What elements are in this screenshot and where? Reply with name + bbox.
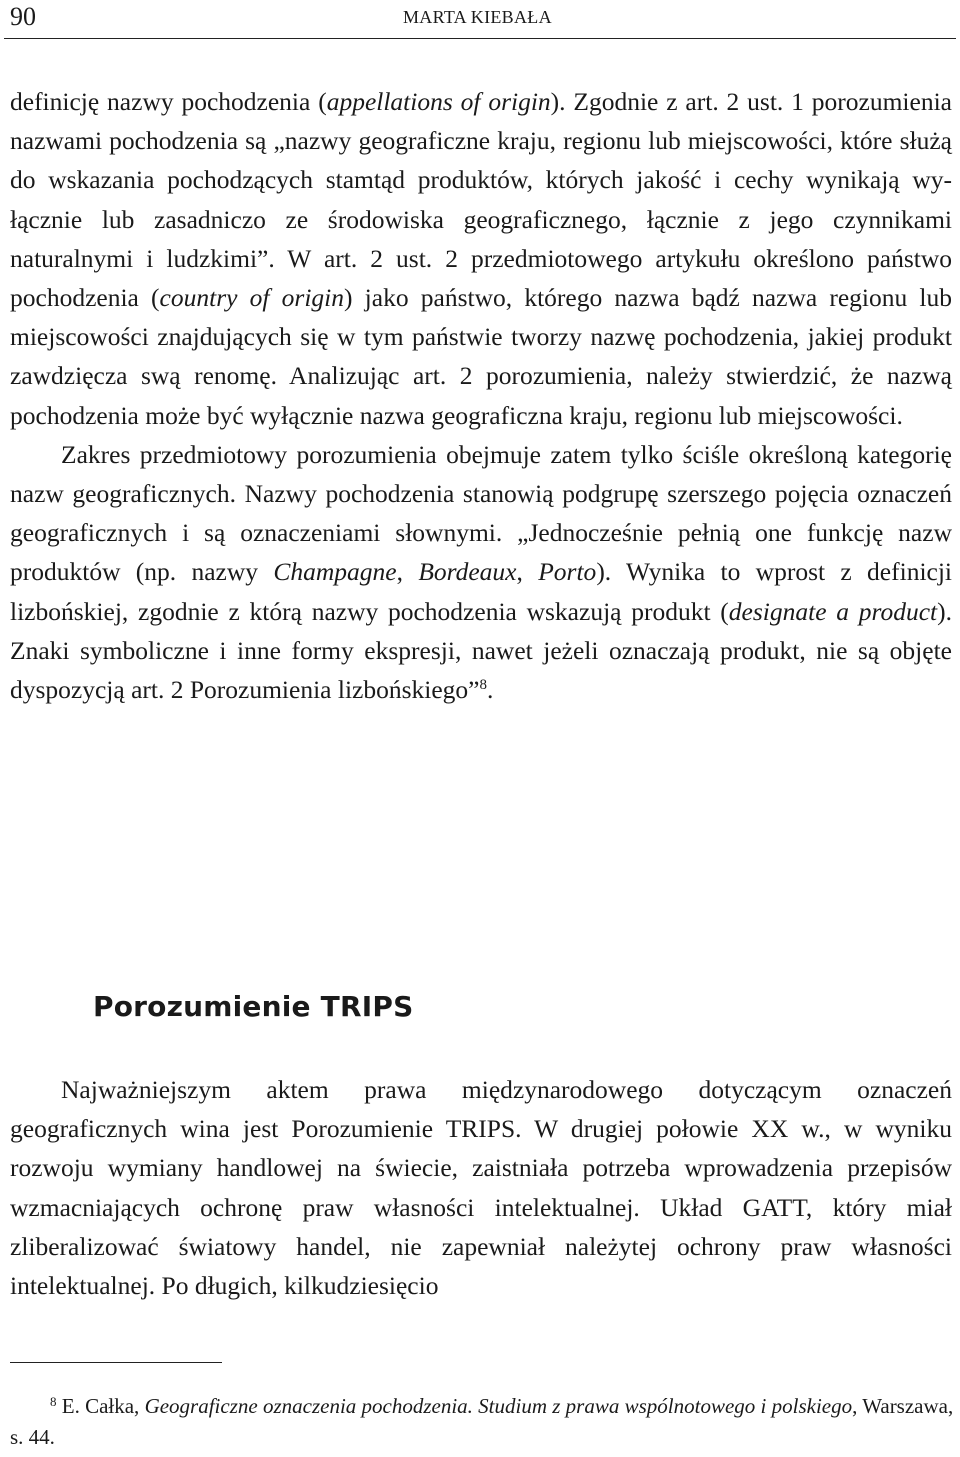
paragraph-2-text-a: Zakres przedmiotowy porozumienia obejmuje zatem tylko ściśle określoną kategorię nazw geograficznych. Nazwy pochodzenia stanowią podgrupę szerszego pojęcia oznaczeń geograficznych i są oznaczeniami słownymi. „Jednocześnie pełnią one funkcję nazw produktów (np. nazwy	[10, 439, 952, 587]
paragraph-1-italic-b: country of origin	[159, 283, 344, 313]
page-header	[0, 0, 960, 40]
paragraph-2-italic-porto: Porto	[538, 557, 597, 587]
header-rule	[4, 38, 956, 39]
running-title: MARTA KIEBAŁA	[403, 7, 552, 27]
footnote-rule	[10, 1362, 222, 1363]
section-text	[10, 1070, 952, 1305]
paragraph-2-text-b: ). Wynika to wprost z definicji lizbońskiej, zgodnie z którą nazwy pochodzenia wskazują produkt (	[10, 557, 953, 626]
paragraph-2-comma-2: ,	[516, 557, 539, 587]
paragraph-2-comma-1: ,	[396, 557, 419, 587]
paragraph-1-text-a: definicję nazwy pochodzenia (	[10, 87, 327, 116]
page-number: 90	[10, 2, 36, 31]
paragraph-1-text-c: ) jako państwo, którego nazwa bądź nazwa regionu lub miejscowości znajdujących się w tym państwie tworzy nazwę pochodzenia, jakiej produkt zawdzięcza swą renomę. Analizując art. 2 porozumienia, należy stwierdzić, że nazwą pochodzenia może być wyłącznie nazwa geograficzna kraju, regionu lub miejscowości.	[10, 283, 952, 430]
footnote-marker: 8	[50, 1394, 57, 1409]
footnote-publication: , Warszawa, s. 44.	[10, 1394, 954, 1449]
paragraph-1	[10, 82, 952, 435]
paragraph-3: Najważniejszym aktem prawa międzynarodowego dotyczącym oznaczeń geograficznych wina jest Porozumienie TRIPS. W drugiej połowie XX w., w wyniku rozwoju wymiany handlowej na świecie, zaistniała potrzeba wprowadzenia przepisów wzmacniających ochronę praw własności intelektualnej. Układ GATT, który miał zliberalizować światowy handel, nie zapewniał należytej ochrony praw własności intelektualnej. Po długich, kilkudziesięcio	[10, 1075, 952, 1301]
footnote-title: Geograficzne oznaczenia pochodzenia. Studium z prawa wspólnotowego i polskiego	[144, 1394, 853, 1418]
paragraph-2	[10, 435, 952, 709]
section-heading: Porozumienie TRIPS	[93, 990, 414, 1023]
paragraph-2-text-c: ). Znaki symboliczne i inne formy ekspresji, nawet jeżeli oznaczają produkt, nie są objęte dyspozycją art. 2 Porozumienia lizbońskiego”	[10, 596, 953, 705]
paragraph-2-italic-designate: designate a product	[728, 596, 938, 626]
paragraph-2-italic-bordeaux: Bordeaux	[418, 557, 517, 587]
paragraph-1-italic-a: appellations of origin	[326, 87, 551, 116]
paragraph-2-italic-champagne: Champagne	[273, 557, 397, 587]
main-text	[10, 82, 952, 709]
footnote-reference[interactable]: 8	[479, 677, 487, 694]
footnote-author: E. Całka,	[56, 1394, 145, 1418]
paragraph-1-text-b: ). Zgodnie z art. 2 ust. 1 porozumienia nazwami pochodzenia są „nazwy geograficzne kraju, regionu lub miejscowości, które służą do wskazania pochodzących stamtąd produktów, których jakość i cechy wynikają wyłącznie lub zasadniczo ze środowiska geograficznego, łącznie z jego czynnikami naturalnymi i ludzkimi”. W art. 2 ust. 2 przedmiotowego artykułu określono państwo pochodzenia (	[10, 87, 952, 313]
footnote	[10, 1391, 956, 1453]
paragraph-2-end: .	[487, 675, 494, 705]
